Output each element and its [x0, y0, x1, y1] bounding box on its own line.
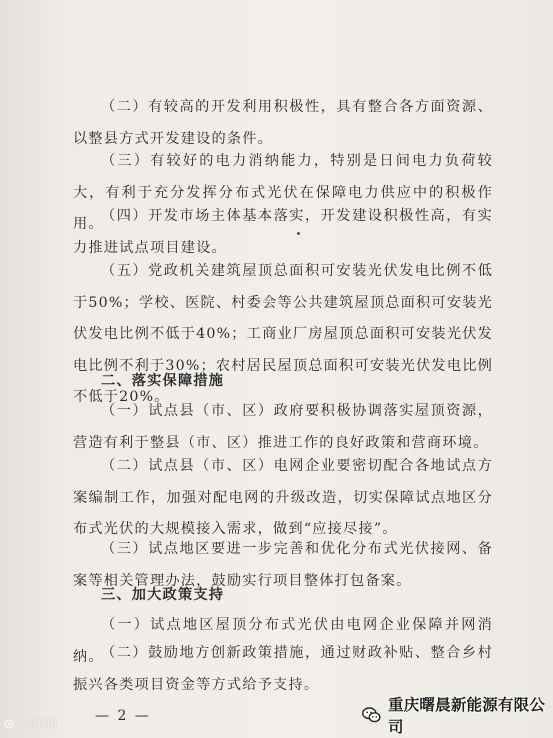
paragraph-policy-2: （二）鼓励地方创新政策措施，通过财政补贴、整合乡村振兴各类项目资金等方式给予支持。 [73, 645, 493, 693]
company-name: 重庆曙晨新能源有限公司 [388, 696, 546, 736]
paragraph-condition-4: （四）开发市场主体基本落实，开发建设积极性高，有实力推进试点项目建设。 [73, 208, 493, 256]
page-number: — 2 — [95, 708, 151, 724]
wechat-icon [361, 704, 382, 726]
watermark-icon [4, 719, 14, 729]
paragraph-condition-5: （五）党政机关建筑屋顶总面积可安装光伏发电比例不低于50%；学校、医院、村委会等公共建筑屋顶总面积可安装光伏发电比例不低于40%；工商业厂房屋顶总面积可安装光伏发电比例不利于30%；农村居民屋顶总面积可安装光伏发电比例不低于20%。 [73, 263, 493, 405]
paragraph-guarantee-3: （三）试点地区要进一步完善和优化分布式光伏接网、备案等相关管理办法，鼓励实行项目整体打包备案。 [73, 541, 493, 589]
section-heading-policy: 三、加大政策支持 [101, 587, 225, 603]
paragraph-guarantee-2: （二）试点县（市、区）电网企业要密切配合各地试点方案编制工作，加强对配电网的升级改造，切实保障试点地区分布式光伏的大规模接入需求，做到“应接尽接”。 [73, 458, 493, 537]
source-watermark-text: 大数据网 [17, 719, 58, 730]
paragraph-guarantee-1: （一）试点县（市、区）政府要积极协调落实屋顶资源，营造有利于整县（市、区）推进工作的良好政策和营商环境。 [73, 403, 493, 451]
company-watermark [361, 696, 553, 736]
paragraph-condition-2: （二）有较高的开发利用积极性，具有整合各方面资源、以整县方式开发建设的条件。 [73, 99, 493, 147]
source-watermark [4, 715, 57, 730]
scan-speck [297, 232, 300, 235]
paragraph-condition-3: （三）有较好的电力消纳能力，特别是日间电力负荷较大，有利于充分发挥分布式光伏在保障电力供应中的积极作用。 [73, 153, 493, 232]
paragraph-policy-1: （一）试点地区屋顶分布式光伏由电网企业保障并网消纳。 [73, 617, 493, 665]
section-heading-guarantee: 二、落实保障措施 [101, 373, 225, 389]
